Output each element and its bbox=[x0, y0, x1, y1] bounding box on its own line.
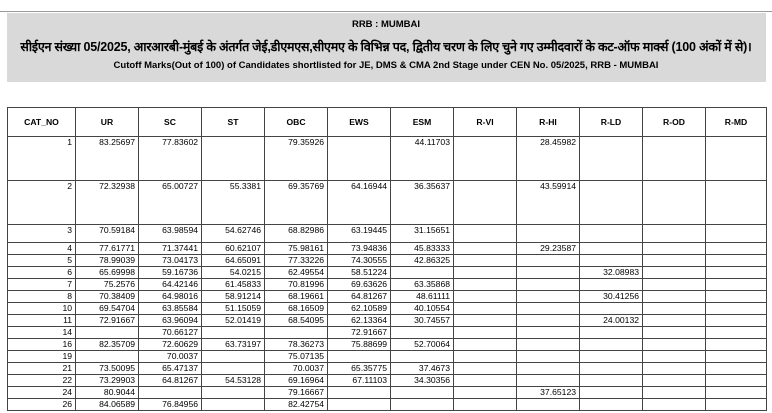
table-cell: 68.82986 bbox=[265, 225, 328, 243]
table-cell: 75.98161 bbox=[265, 243, 328, 255]
table-cell: 3 bbox=[8, 225, 76, 243]
table-cell: 78.99039 bbox=[76, 255, 139, 267]
table-cell: 73.94836 bbox=[328, 243, 391, 255]
table-cell: 67.11103 bbox=[328, 375, 391, 387]
table-cell bbox=[643, 351, 706, 363]
table-row bbox=[8, 137, 767, 181]
table-cell: 79.16667 bbox=[265, 387, 328, 399]
table-cell bbox=[517, 351, 580, 363]
table-cell bbox=[580, 137, 643, 181]
header-row bbox=[8, 108, 767, 137]
table-cell bbox=[580, 225, 643, 243]
table-cell bbox=[643, 137, 706, 181]
table-cell bbox=[517, 339, 580, 351]
col-header-obc: OBC bbox=[265, 108, 328, 137]
table-cell bbox=[517, 303, 580, 315]
col-header-r-od: R-OD bbox=[643, 108, 706, 137]
col-header-st: ST bbox=[202, 108, 265, 137]
table-cell: 73.29903 bbox=[76, 375, 139, 387]
table-cell: 59.16736 bbox=[139, 267, 202, 279]
table-cell bbox=[328, 351, 391, 363]
table-cell bbox=[706, 339, 767, 351]
table-cell bbox=[76, 351, 139, 363]
table-cell bbox=[202, 137, 265, 181]
table-cell: 8 bbox=[8, 291, 76, 303]
table-cell: 69.35769 bbox=[265, 181, 328, 225]
table-cell: 42.86325 bbox=[391, 255, 454, 267]
table-cell: 34.30356 bbox=[391, 375, 454, 387]
table-cell: 63.96094 bbox=[139, 315, 202, 327]
hindi-title: सीईएन संख्या 05/2025, आरआरबी-मुंबई के अंतर्गत जेई,डीएमएस,सीएमए के विभिन्न पद, द्वितीय चरण के लिए चुने गए उम्मीदवारों के कट-ऑफ मार्क्स (100 अंकों में से)। bbox=[20, 40, 752, 54]
table-cell bbox=[706, 225, 767, 243]
table-cell bbox=[454, 339, 517, 351]
table-cell: 70.66127 bbox=[139, 327, 202, 339]
table-cell bbox=[706, 255, 767, 267]
table-cell bbox=[328, 399, 391, 411]
table-cell: 65.69998 bbox=[76, 267, 139, 279]
table-cell: 10 bbox=[8, 303, 76, 315]
top-rule bbox=[0, 11, 772, 12]
table-row bbox=[8, 291, 767, 303]
table-cell: 63.85584 bbox=[139, 303, 202, 315]
table-cell bbox=[391, 327, 454, 339]
table-cell: 28.45982 bbox=[517, 137, 580, 181]
table-row bbox=[8, 351, 767, 363]
table-cell bbox=[643, 399, 706, 411]
table-cell: 24 bbox=[8, 387, 76, 399]
table-cell: 64.98016 bbox=[139, 291, 202, 303]
table-cell: 64.65091 bbox=[202, 255, 265, 267]
table-row bbox=[8, 339, 767, 351]
table-row bbox=[8, 399, 767, 411]
table-cell bbox=[454, 387, 517, 399]
table-cell bbox=[706, 399, 767, 411]
table-cell: 40.10554 bbox=[391, 303, 454, 315]
table-cell bbox=[706, 363, 767, 375]
table-cell bbox=[454, 243, 517, 255]
table-cell bbox=[706, 137, 767, 181]
table-cell: 6 bbox=[8, 267, 76, 279]
table-cell: 64.81267 bbox=[139, 375, 202, 387]
english-title: Cutoff Marks(Out of 100) of Candidates shortlisted for JE, DMS & CMA 2nd Stage under CEN No. 05/2025, RRB - MUMBAI bbox=[113, 60, 659, 71]
table-cell: 7 bbox=[8, 279, 76, 291]
table-cell: 64.42146 bbox=[139, 279, 202, 291]
table-cell bbox=[454, 363, 517, 375]
table-cell: 72.60629 bbox=[139, 339, 202, 351]
table-cell: 58.51224 bbox=[328, 267, 391, 279]
table-cell: 19 bbox=[8, 351, 76, 363]
table-row bbox=[8, 255, 767, 267]
table-cell bbox=[517, 399, 580, 411]
table-cell bbox=[643, 279, 706, 291]
table-cell: 75.07135 bbox=[265, 351, 328, 363]
table-cell bbox=[454, 351, 517, 363]
table-cell bbox=[580, 181, 643, 225]
table-cell: 69.54704 bbox=[76, 303, 139, 315]
table-cell: 44.11703 bbox=[391, 137, 454, 181]
table-cell bbox=[454, 315, 517, 327]
table-cell: 70.81996 bbox=[265, 279, 328, 291]
table-cell bbox=[454, 225, 517, 243]
col-header-r-vi: R-VI bbox=[454, 108, 517, 137]
table-cell bbox=[643, 315, 706, 327]
col-header-sc: SC bbox=[139, 108, 202, 137]
table-cell bbox=[391, 267, 454, 279]
table-row bbox=[8, 363, 767, 375]
table-cell: 80.9044 bbox=[76, 387, 139, 399]
table-cell bbox=[454, 291, 517, 303]
table-cell: 69.16964 bbox=[265, 375, 328, 387]
table-row bbox=[8, 315, 767, 327]
table-cell bbox=[643, 387, 706, 399]
table-cell: 71.37441 bbox=[139, 243, 202, 255]
table-cell: 62.10589 bbox=[328, 303, 391, 315]
table-cell: 68.54095 bbox=[265, 315, 328, 327]
table-cell: 73.04173 bbox=[139, 255, 202, 267]
table-cell bbox=[202, 399, 265, 411]
table-cell: 70.0037 bbox=[265, 363, 328, 375]
table-cell: 55.3381 bbox=[202, 181, 265, 225]
table-cell: 70.0037 bbox=[139, 351, 202, 363]
table-cell: 61.45833 bbox=[202, 279, 265, 291]
table-cell bbox=[643, 303, 706, 315]
table-cell bbox=[706, 291, 767, 303]
table-cell: 30.74557 bbox=[391, 315, 454, 327]
table-cell bbox=[517, 315, 580, 327]
table-cell: 65.47137 bbox=[139, 363, 202, 375]
table-row bbox=[8, 181, 767, 225]
table-cell: 64.16944 bbox=[328, 181, 391, 225]
table-cell bbox=[643, 339, 706, 351]
table-cell: 72.91667 bbox=[328, 327, 391, 339]
table-cell bbox=[580, 387, 643, 399]
table-cell: 22 bbox=[8, 375, 76, 387]
table-cell bbox=[454, 279, 517, 291]
table-cell: 72.91667 bbox=[76, 315, 139, 327]
table-cell bbox=[643, 225, 706, 243]
table-cell bbox=[202, 363, 265, 375]
org-title: RRB : MUMBAI bbox=[351, 19, 421, 30]
table-cell bbox=[454, 267, 517, 279]
table-cell: 63.35868 bbox=[391, 279, 454, 291]
table-cell bbox=[328, 387, 391, 399]
table-cell bbox=[706, 387, 767, 399]
table-cell: 84.06589 bbox=[76, 399, 139, 411]
table-cell: 62.13364 bbox=[328, 315, 391, 327]
table-cell: 73.50095 bbox=[76, 363, 139, 375]
table-row bbox=[8, 267, 767, 279]
table-cell bbox=[328, 137, 391, 181]
table-cell: 65.35775 bbox=[328, 363, 391, 375]
table-cell: 48.61111 bbox=[391, 291, 454, 303]
table-cell bbox=[706, 315, 767, 327]
table-cell: 68.16509 bbox=[265, 303, 328, 315]
table-row bbox=[8, 243, 767, 255]
col-header-esm: ESM bbox=[391, 108, 454, 137]
col-header-r-ld: R-LD bbox=[580, 108, 643, 137]
col-header-r-md: R-MD bbox=[706, 108, 767, 137]
table-cell bbox=[580, 375, 643, 387]
table-cell bbox=[454, 181, 517, 225]
table-cell: 32.08983 bbox=[580, 267, 643, 279]
table-cell bbox=[580, 255, 643, 267]
table-cell bbox=[580, 279, 643, 291]
table-cell: 63.98594 bbox=[139, 225, 202, 243]
table-cell: 75.88699 bbox=[328, 339, 391, 351]
table-cell bbox=[706, 267, 767, 279]
table-cell: 63.19445 bbox=[328, 225, 391, 243]
table-cell bbox=[202, 387, 265, 399]
table-cell bbox=[391, 387, 454, 399]
table-cell bbox=[454, 327, 517, 339]
table-cell bbox=[391, 399, 454, 411]
table-row bbox=[8, 387, 767, 399]
table-cell bbox=[517, 327, 580, 339]
table-cell: 54.62746 bbox=[202, 225, 265, 243]
table-cell bbox=[517, 363, 580, 375]
table-cell: 75.2576 bbox=[76, 279, 139, 291]
table-cell: 37.65123 bbox=[517, 387, 580, 399]
table-cell bbox=[643, 363, 706, 375]
table-cell: 21 bbox=[8, 363, 76, 375]
table-cell bbox=[454, 375, 517, 387]
table-cell bbox=[454, 255, 517, 267]
table-row bbox=[8, 375, 767, 387]
table-cell bbox=[517, 225, 580, 243]
table-cell bbox=[643, 181, 706, 225]
table-cell: 74.30555 bbox=[328, 255, 391, 267]
table-cell: 52.01419 bbox=[202, 315, 265, 327]
table-cell bbox=[643, 291, 706, 303]
table-cell: 54.53128 bbox=[202, 375, 265, 387]
table-cell bbox=[706, 279, 767, 291]
table-cell bbox=[517, 291, 580, 303]
table-cell: 60.62107 bbox=[202, 243, 265, 255]
table-cell: 70.59184 bbox=[76, 225, 139, 243]
table-cell: 82.35709 bbox=[76, 339, 139, 351]
table-cell bbox=[643, 255, 706, 267]
table-cell: 64.81267 bbox=[328, 291, 391, 303]
table-cell: 24.00132 bbox=[580, 315, 643, 327]
table-cell: 76.84956 bbox=[139, 399, 202, 411]
table-cell bbox=[580, 243, 643, 255]
col-header-ur: UR bbox=[76, 108, 139, 137]
table-cell bbox=[706, 181, 767, 225]
table-cell: 58.91214 bbox=[202, 291, 265, 303]
table-cell: 43.59914 bbox=[517, 181, 580, 225]
table-cell: 51.15059 bbox=[202, 303, 265, 315]
table-cell: 29.23587 bbox=[517, 243, 580, 255]
table-cell: 78.36273 bbox=[265, 339, 328, 351]
table-cell: 72.32938 bbox=[76, 181, 139, 225]
table-cell: 79.35926 bbox=[265, 137, 328, 181]
table-cell bbox=[706, 243, 767, 255]
table-cell bbox=[202, 351, 265, 363]
table-cell: 36.35637 bbox=[391, 181, 454, 225]
table-cell bbox=[643, 327, 706, 339]
table-cell bbox=[265, 327, 328, 339]
table-cell: 16 bbox=[8, 339, 76, 351]
table-cell: 52.70064 bbox=[391, 339, 454, 351]
table-cell: 65.00727 bbox=[139, 181, 202, 225]
col-header-cat-no: CAT_NO bbox=[8, 108, 76, 137]
table-cell bbox=[706, 351, 767, 363]
table-cell: 4 bbox=[8, 243, 76, 255]
table-cell: 82.42754 bbox=[265, 399, 328, 411]
table-cell: 69.63626 bbox=[328, 279, 391, 291]
table-cell bbox=[454, 137, 517, 181]
table-cell bbox=[454, 399, 517, 411]
table-cell bbox=[517, 375, 580, 387]
table-cell: 70.38409 bbox=[76, 291, 139, 303]
table-cell: 37.4673 bbox=[391, 363, 454, 375]
table-cell: 30.41256 bbox=[580, 291, 643, 303]
cutoff-table bbox=[7, 107, 767, 411]
table-cell: 1 bbox=[8, 137, 76, 181]
table-cell bbox=[580, 327, 643, 339]
table-cell: 62.49554 bbox=[265, 267, 328, 279]
table-cell bbox=[517, 279, 580, 291]
table-cell bbox=[139, 387, 202, 399]
table-cell: 77.61771 bbox=[76, 243, 139, 255]
table-cell bbox=[580, 363, 643, 375]
table-cell: 5 bbox=[8, 255, 76, 267]
table-cell: 26 bbox=[8, 399, 76, 411]
col-header-r-hi: R-HI bbox=[517, 108, 580, 137]
table-cell bbox=[706, 303, 767, 315]
table-cell bbox=[580, 399, 643, 411]
table-body bbox=[8, 137, 767, 411]
col-header-ews: EWS bbox=[328, 108, 391, 137]
table-cell: 77.33226 bbox=[265, 255, 328, 267]
table-cell: 11 bbox=[8, 315, 76, 327]
table-cell: 45.83333 bbox=[391, 243, 454, 255]
table-cell: 83.25697 bbox=[76, 137, 139, 181]
table-cell bbox=[517, 255, 580, 267]
table-cell bbox=[643, 375, 706, 387]
table-cell: 63.73197 bbox=[202, 339, 265, 351]
table-cell bbox=[580, 351, 643, 363]
table-cell bbox=[706, 375, 767, 387]
table-row bbox=[8, 303, 767, 315]
table-cell bbox=[391, 351, 454, 363]
table-row bbox=[8, 225, 767, 243]
table-row bbox=[8, 279, 767, 291]
table-cell: 77.83602 bbox=[139, 137, 202, 181]
table-cell bbox=[454, 303, 517, 315]
table-cell bbox=[517, 267, 580, 279]
table-cell bbox=[643, 267, 706, 279]
table-cell: 31.15651 bbox=[391, 225, 454, 243]
table-cell bbox=[580, 303, 643, 315]
table-cell bbox=[643, 243, 706, 255]
table-cell bbox=[202, 327, 265, 339]
table-cell: 54.0215 bbox=[202, 267, 265, 279]
table-row bbox=[8, 327, 767, 339]
table-cell bbox=[706, 327, 767, 339]
table-cell: 2 bbox=[8, 181, 76, 225]
table-cell: 68.19661 bbox=[265, 291, 328, 303]
table-cell: 14 bbox=[8, 327, 76, 339]
table-cell bbox=[76, 327, 139, 339]
table-cell bbox=[580, 339, 643, 351]
